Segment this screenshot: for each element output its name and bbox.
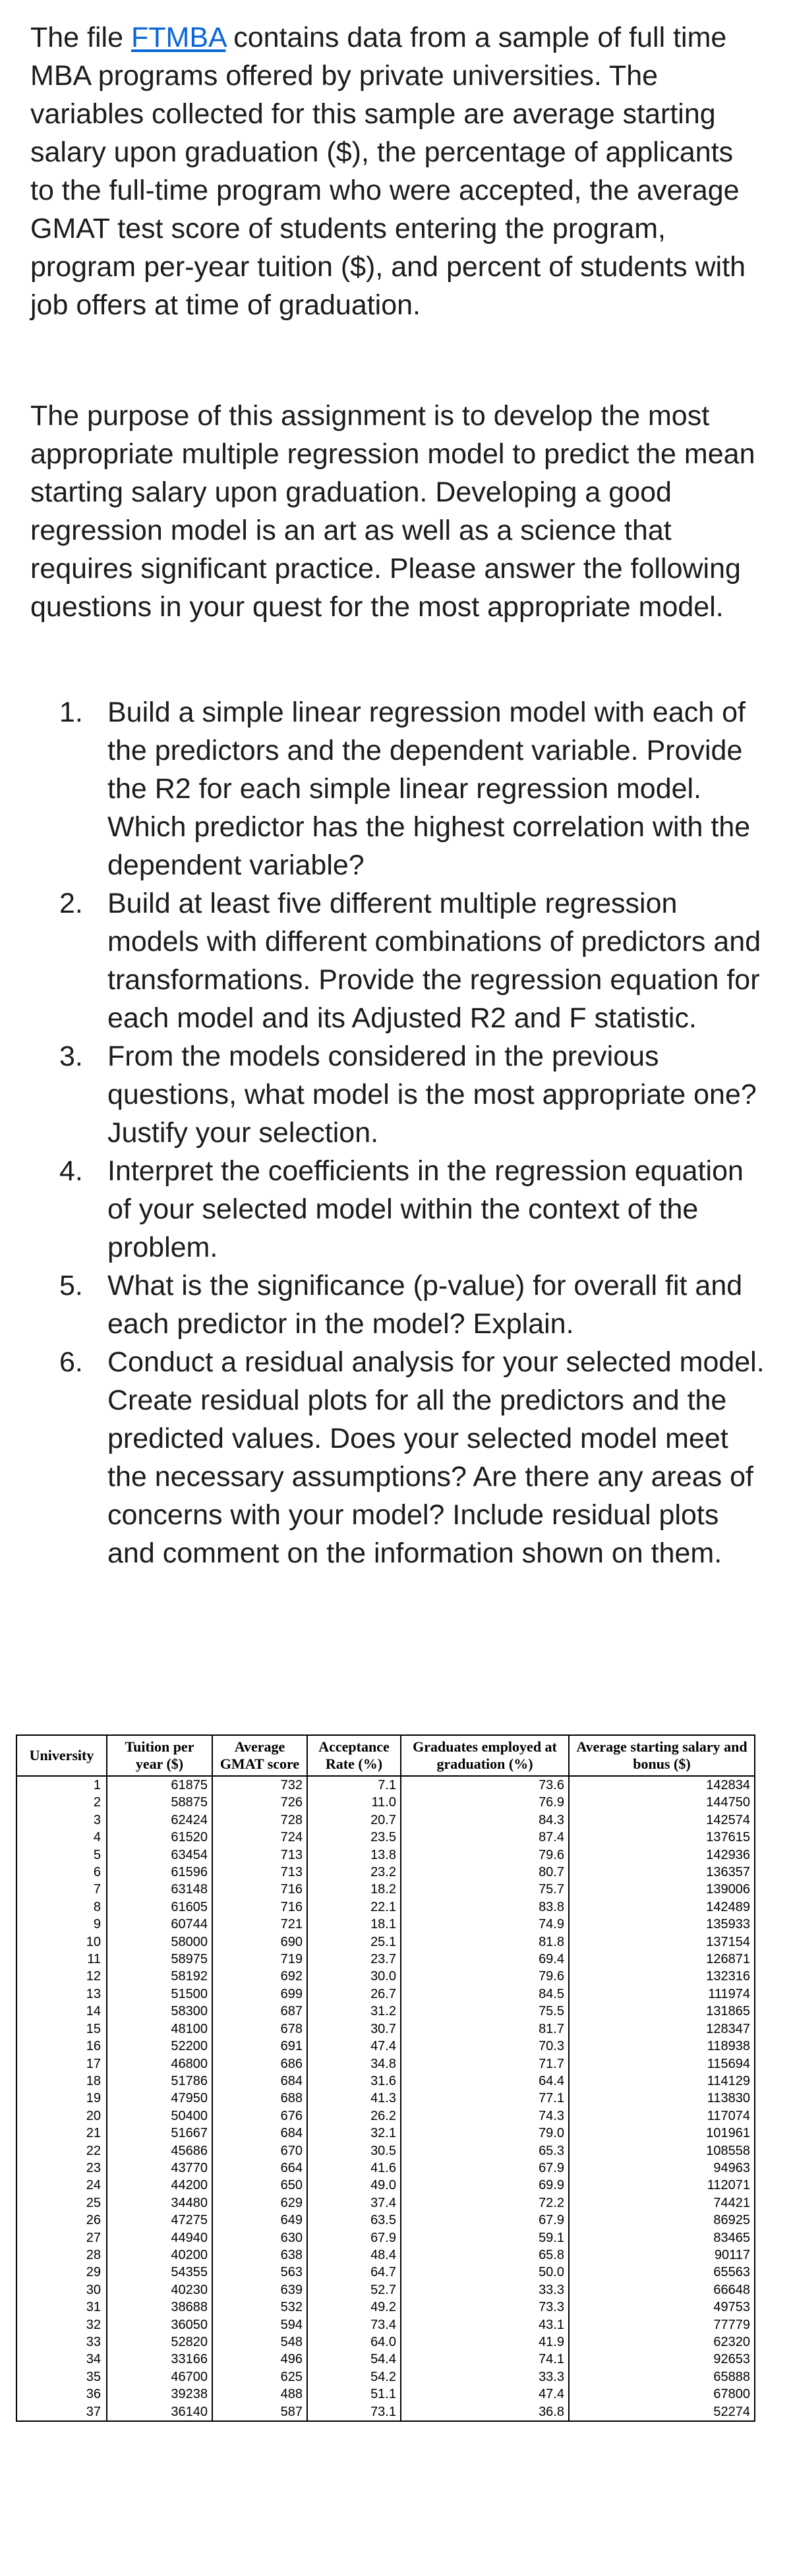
cell-acceptance-rate: 13.8 [307,1846,401,1864]
question-text: Build a simple linear regression model with each of the predictors and the dependent variable. Provide the R2 for each simple linear regression model. Which predictor has the highest correlation with the dependent variable? [107,697,751,881]
cell-salary: 128347 [569,2020,755,2038]
cell-salary: 66648 [569,2281,755,2299]
cell-gmat: 713 [212,1864,307,1881]
cell-acceptance-rate: 54.2 [307,2368,401,2386]
table-row [16,2090,755,2107]
cell-university: 26 [16,2212,107,2229]
cell-salary: 114129 [569,2073,755,2090]
intro-text-before: The file [30,22,131,53]
table-row [16,2281,755,2299]
cell-gmat: 721 [212,1916,307,1933]
table-row [16,2038,755,2055]
cell-gmat: 687 [212,2003,307,2020]
cell-acceptance-rate: 26.2 [307,2107,401,2125]
cell-acceptance-rate: 41.6 [307,2160,401,2177]
cell-acceptance-rate: 23.5 [307,1829,401,1846]
cell-employed: 84.5 [401,1986,569,2003]
cell-university: 27 [16,2229,107,2247]
cell-tuition: 47275 [107,2212,212,2229]
cell-university: 2 [16,1794,107,1811]
cell-university: 7 [16,1881,107,1898]
cell-tuition: 58875 [107,1794,212,1811]
cell-salary: 108558 [569,2142,755,2160]
cell-gmat: 650 [212,2177,307,2194]
cell-tuition: 61875 [107,1776,212,1794]
cell-gmat: 688 [212,2090,307,2107]
cell-employed: 81.8 [401,1933,569,1951]
cell-employed: 75.7 [401,1881,569,1898]
cell-gmat: 732 [212,1776,307,1794]
cell-employed: 76.9 [401,1794,569,1811]
question-item [0,1267,791,1343]
cell-university: 34 [16,2351,107,2368]
table-row [16,2333,755,2351]
table-row [16,1846,755,1864]
table-row [16,1951,755,1968]
cell-gmat: 690 [212,1933,307,1951]
cell-tuition: 52200 [107,2038,212,2055]
cell-employed: 65.8 [401,2247,569,2264]
question-item [0,693,791,884]
cell-university: 3 [16,1812,107,1829]
cell-tuition: 52820 [107,2333,212,2351]
cell-employed: 67.9 [401,2160,569,2177]
cell-employed: 59.1 [401,2229,569,2247]
cell-tuition: 51500 [107,1986,212,2003]
cell-salary: 137615 [569,1829,755,1846]
table-row [16,1881,755,1898]
cell-employed: 74.3 [401,2107,569,2125]
cell-gmat: 716 [212,1899,307,1916]
cell-tuition: 61520 [107,1829,212,1846]
question-item [0,1152,791,1267]
cell-salary: 112071 [569,2177,755,2194]
cell-employed: 74.1 [401,2351,569,2368]
cell-university: 31 [16,2299,107,2316]
cell-acceptance-rate: 18.1 [307,1916,401,1933]
cell-tuition: 61605 [107,1899,212,1916]
cell-gmat: 728 [212,1812,307,1829]
cell-university: 11 [16,1951,107,1968]
cell-salary: 137154 [569,1933,755,1951]
table-row [16,1933,755,1951]
cell-university: 9 [16,1916,107,1933]
table-row [16,2055,755,2073]
cell-tuition: 58300 [107,2003,212,2020]
cell-employed: 50.0 [401,2264,569,2281]
cell-employed: 70.3 [401,2038,569,2055]
question-number: 4. [59,1155,83,1187]
cell-acceptance-rate: 18.2 [307,1881,401,1898]
table-row [16,1916,755,1933]
table-row [16,1864,755,1881]
cell-employed: 33.3 [401,2281,569,2299]
question-number: 6. [59,1346,83,1378]
cell-tuition: 46800 [107,2055,212,2073]
cell-acceptance-rate: 51.1 [307,2386,401,2403]
question-number: 5. [59,1270,83,1302]
cell-gmat: 676 [212,2107,307,2125]
cell-acceptance-rate: 73.1 [307,2403,401,2421]
cell-gmat: 686 [212,2055,307,2073]
cell-salary: 62320 [569,2333,755,2351]
cell-university: 1 [16,1776,107,1794]
cell-gmat: 629 [212,2194,307,2212]
cell-salary: 77779 [569,2316,755,2333]
cell-gmat: 594 [212,2316,307,2333]
table-row [16,2386,755,2403]
cell-gmat: 532 [212,2299,307,2316]
cell-university: 25 [16,2194,107,2212]
cell-gmat: 692 [212,1968,307,1985]
cell-acceptance-rate: 30.0 [307,1968,401,1985]
cell-employed: 79.6 [401,1968,569,1985]
cell-salary: 115694 [569,2055,755,2073]
cell-gmat: 625 [212,2368,307,2386]
cell-tuition: 44940 [107,2229,212,2247]
table-row [16,2247,755,2264]
cell-employed: 33.3 [401,2368,569,2386]
cell-tuition: 44200 [107,2177,212,2194]
cell-salary: 111974 [569,1986,755,2003]
cell-gmat: 699 [212,1986,307,2003]
cell-acceptance-rate: 32.1 [307,2125,401,2142]
table-row [16,2194,755,2212]
header-tuition: Tuition per year ($) [107,1735,212,1776]
cell-salary: 117074 [569,2107,755,2125]
cell-gmat: 639 [212,2281,307,2299]
cell-university: 13 [16,1986,107,2003]
cell-gmat: 724 [212,1829,307,1846]
questions-list [0,693,791,1572]
cell-salary: 142574 [569,1812,755,1829]
cell-acceptance-rate: 67.9 [307,2229,401,2247]
table-row [16,2299,755,2316]
table-row [16,1899,755,1916]
question-text: Conduct a residual analysis for your selected model. Create residual plots for all the predictors and the predicted values. Does your selected model meet the necessary assumptions? Are there any areas of concerns with your model? Include residual plots and comment on the information shown on them. [107,1346,765,1569]
cell-acceptance-rate: 73.4 [307,2316,401,2333]
cell-tuition: 40230 [107,2281,212,2299]
cell-salary: 131865 [569,2003,755,2020]
cell-acceptance-rate: 34.8 [307,2055,401,2073]
cell-acceptance-rate: 30.7 [307,2020,401,2038]
cell-acceptance-rate: 11.0 [307,1794,401,1811]
cell-salary: 86925 [569,2212,755,2229]
cell-university: 19 [16,2090,107,2107]
question-item [0,1343,791,1572]
cell-gmat: 716 [212,1881,307,1898]
purpose-paragraph: The purpose of this assignment is to develop the most appropriate multiple regression model to predict the mean starting salary upon graduation. Developing a good regression model is an art as well as a science that requires significant practice. Please answer the following questions in your quest for the most appropriate model. [30,400,755,623]
ftmba-file-link[interactable]: FTMBA [131,22,226,53]
cell-gmat: 726 [212,1794,307,1811]
cell-employed: 67.9 [401,2212,569,2229]
cell-university: 22 [16,2142,107,2160]
question-number: 2. [59,888,83,919]
cell-tuition: 54355 [107,2264,212,2281]
header-acceptance-rate: Acceptance Rate (%) [307,1735,401,1776]
table-row [16,2125,755,2142]
cell-tuition: 33166 [107,2351,212,2368]
cell-employed: 75.5 [401,2003,569,2020]
cell-salary: 65563 [569,2264,755,2281]
cell-gmat: 684 [212,2125,307,2142]
question-text: Interpret the coefficients in the regression equation of your selected model within the context of the problem. [107,1155,744,1263]
cell-salary: 136357 [569,1864,755,1881]
cell-gmat: 713 [212,1846,307,1864]
cell-acceptance-rate: 22.1 [307,1899,401,1916]
table-row [16,2368,755,2386]
cell-university: 10 [16,1933,107,1951]
cell-employed: 43.1 [401,2316,569,2333]
cell-acceptance-rate: 26.7 [307,1986,401,2003]
table-row [16,1812,755,1829]
cell-gmat: 684 [212,2073,307,2090]
cell-university: 20 [16,2107,107,2125]
table-row [16,1794,755,1811]
cell-employed: 84.3 [401,1812,569,1829]
cell-tuition: 43770 [107,2160,212,2177]
cell-gmat: 587 [212,2403,307,2421]
cell-university: 14 [16,2003,107,2020]
cell-university: 30 [16,2281,107,2299]
cell-salary: 94963 [569,2160,755,2177]
cell-tuition: 46700 [107,2368,212,2386]
cell-acceptance-rate: 41.3 [307,2090,401,2107]
cell-salary: 126871 [569,1951,755,1968]
table-row [16,2229,755,2247]
table-row [16,1986,755,2003]
cell-tuition: 51667 [107,2125,212,2142]
cell-acceptance-rate: 54.4 [307,2351,401,2368]
question-number: 3. [59,1041,83,1072]
cell-university: 37 [16,2403,107,2421]
cell-university: 24 [16,2177,107,2194]
cell-university: 29 [16,2264,107,2281]
cell-university: 36 [16,2386,107,2403]
cell-salary: 118938 [569,2038,755,2055]
cell-university: 8 [16,1899,107,1916]
cell-salary: 92653 [569,2351,755,2368]
cell-tuition: 58000 [107,1933,212,1951]
cell-university: 28 [16,2247,107,2264]
cell-employed: 73.3 [401,2299,569,2316]
cell-employed: 36.8 [401,2403,569,2421]
cell-university: 16 [16,2038,107,2055]
cell-employed: 41.9 [401,2333,569,2351]
cell-university: 21 [16,2125,107,2142]
table-header-row [16,1735,755,1776]
cell-university: 18 [16,2073,107,2090]
cell-employed: 81.7 [401,2020,569,2038]
cell-acceptance-rate: 37.4 [307,2194,401,2212]
cell-employed: 79.0 [401,2125,569,2142]
cell-employed: 65.3 [401,2142,569,2160]
cell-tuition: 40200 [107,2247,212,2264]
cell-employed: 73.6 [401,1776,569,1794]
cell-salary: 142834 [569,1776,755,1794]
question-item [0,884,791,1037]
table-row [16,2142,755,2160]
cell-acceptance-rate: 30.5 [307,2142,401,2160]
cell-employed: 69.4 [401,1951,569,1968]
cell-salary: 113830 [569,2090,755,2107]
cell-acceptance-rate: 63.5 [307,2212,401,2229]
question-item [0,1037,791,1152]
cell-employed: 72.2 [401,2194,569,2212]
cell-salary: 101961 [569,2125,755,2142]
cell-tuition: 45686 [107,2142,212,2160]
cell-employed: 71.7 [401,2055,569,2073]
cell-salary: 142936 [569,1846,755,1864]
cell-university: 12 [16,1968,107,1985]
question-text: What is the significance (p-value) for overall fit and each predictor in the model? Explain. [107,1270,743,1340]
cell-acceptance-rate: 23.2 [307,1864,401,1881]
cell-employed: 87.4 [401,1829,569,1846]
cell-university: 35 [16,2368,107,2386]
cell-acceptance-rate: 47.4 [307,2038,401,2055]
cell-university: 23 [16,2160,107,2177]
table-row [16,2177,755,2194]
cell-gmat: 670 [212,2142,307,2160]
cell-salary: 67800 [569,2386,755,2403]
cell-tuition: 62424 [107,1812,212,1829]
cell-gmat: 678 [212,2020,307,2038]
cell-employed: 74.9 [401,1916,569,1933]
cell-tuition: 58192 [107,1968,212,1985]
cell-gmat: 638 [212,2247,307,2264]
table-row [16,2003,755,2020]
header-starting-salary: Average starting salary and bonus ($) [569,1735,755,1776]
cell-gmat: 664 [212,2160,307,2177]
cell-acceptance-rate: 49.0 [307,2177,401,2194]
cell-tuition: 61596 [107,1864,212,1881]
cell-university: 6 [16,1864,107,1881]
cell-gmat: 630 [212,2229,307,2247]
cell-gmat: 488 [212,2386,307,2403]
cell-university: 4 [16,1829,107,1846]
cell-acceptance-rate: 49.2 [307,2299,401,2316]
mba-data-table-image [16,1734,754,2422]
cell-tuition: 47950 [107,2090,212,2107]
table-row [16,2403,755,2421]
cell-tuition: 63148 [107,1881,212,1898]
table-body [16,1776,755,2421]
cell-salary: 65888 [569,2368,755,2386]
cell-acceptance-rate: 7.1 [307,1776,401,1794]
cell-tuition: 50400 [107,2107,212,2125]
cell-gmat: 496 [212,2351,307,2368]
cell-tuition: 51786 [107,2073,212,2090]
cell-acceptance-rate: 52.7 [307,2281,401,2299]
header-graduates-employed: Graduates employed at graduation (%) [401,1735,569,1776]
cell-university: 32 [16,2316,107,2333]
cell-university: 17 [16,2055,107,2073]
cell-employed: 79.6 [401,1846,569,1864]
cell-acceptance-rate: 31.6 [307,2073,401,2090]
cell-acceptance-rate: 64.7 [307,2264,401,2281]
cell-acceptance-rate: 64.0 [307,2333,401,2351]
table-row [16,2160,755,2177]
cell-tuition: 60744 [107,1916,212,1933]
table-row [16,1968,755,1985]
table-row [16,2264,755,2281]
cell-salary: 139006 [569,1881,755,1898]
mba-data-table [16,1734,755,2422]
cell-salary: 144750 [569,1794,755,1811]
cell-salary: 142489 [569,1899,755,1916]
cell-gmat: 548 [212,2333,307,2351]
header-gmat: Average GMAT score [212,1735,307,1776]
table-row [16,2316,755,2333]
cell-tuition: 48100 [107,2020,212,2038]
table-row [16,2073,755,2090]
question-text: From the models considered in the previous questions, what model is the most appropriate one? Justify your selection. [107,1041,757,1149]
table-row [16,2107,755,2125]
cell-salary: 132316 [569,1968,755,1985]
table-row [16,2020,755,2038]
cell-university: 33 [16,2333,107,2351]
cell-tuition: 36140 [107,2403,212,2421]
cell-tuition: 38688 [107,2299,212,2316]
table-row [16,2351,755,2368]
table-row [16,1829,755,1846]
cell-tuition: 39238 [107,2386,212,2403]
cell-tuition: 58975 [107,1951,212,1968]
cell-salary: 49753 [569,2299,755,2316]
cell-salary: 83465 [569,2229,755,2247]
cell-salary: 90117 [569,2247,755,2264]
question-number: 1. [59,697,83,728]
cell-employed: 47.4 [401,2386,569,2403]
cell-gmat: 563 [212,2264,307,2281]
cell-salary: 74421 [569,2194,755,2212]
cell-employed: 69.9 [401,2177,569,2194]
cell-gmat: 649 [212,2212,307,2229]
cell-salary: 52274 [569,2403,755,2421]
cell-salary: 135933 [569,1916,755,1933]
cell-university: 15 [16,2020,107,2038]
cell-acceptance-rate: 48.4 [307,2247,401,2264]
cell-employed: 77.1 [401,2090,569,2107]
question-text: Build at least five different multiple regression models with different combinations of predictors and transformations. Provide the regression equation for each model and its Adjusted R2 and F statistic. [107,888,761,1034]
cell-tuition: 63454 [107,1846,212,1864]
cell-university: 5 [16,1846,107,1864]
cell-acceptance-rate: 23.7 [307,1951,401,1968]
cell-employed: 80.7 [401,1864,569,1881]
cell-tuition: 34480 [107,2194,212,2212]
cell-employed: 83.8 [401,1899,569,1916]
cell-acceptance-rate: 31.2 [307,2003,401,2020]
table-row [16,2212,755,2229]
table-row [16,1776,755,1794]
intro-text-after: contains data from a sample of full time MBA programs offered by private universities. The variables collected for this sample are average starting salary upon graduation ($), the percentage of applicants to the full-time program who were accepted, the average GMAT test score of students entering the program, program per-year tuition ($), and percent of students with job offers at time of graduation. [30,22,746,321]
cell-employed: 64.4 [401,2073,569,2090]
cell-acceptance-rate: 25.1 [307,1933,401,1951]
cell-gmat: 691 [212,2038,307,2055]
cell-acceptance-rate: 20.7 [307,1812,401,1829]
cell-tuition: 36050 [107,2316,212,2333]
intro-paragraph [0,18,791,324]
header-university: University [16,1735,107,1776]
cell-gmat: 719 [212,1951,307,1968]
